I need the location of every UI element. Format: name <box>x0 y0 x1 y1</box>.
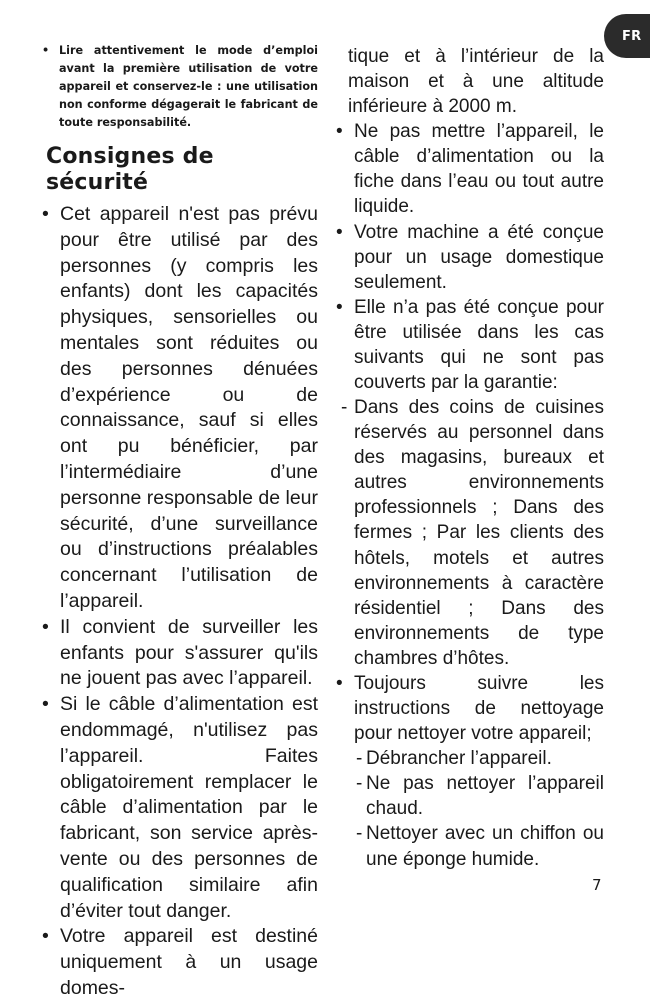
dash-icon: - <box>356 748 363 770</box>
cleaning-step-text: Débrancher l’appareil. <box>366 748 552 770</box>
safety-item-text: Ne pas mettre l’appareil, le câble d’alimentation ou la fiche dans l’eau ou tout autre liquide. <box>354 121 604 218</box>
safety-item-text: Si le câble d’alimentation est endommagé, n'utilisez pas l’appareil. Faites obligatoirement remplacer le câble d’alimentation par le fabricant, son service après-vente ou des personnes de qualification similaire afin d’éviter tout danger. <box>60 693 318 922</box>
safety-item <box>332 295 604 395</box>
safety-item <box>38 692 318 924</box>
safety-item <box>38 924 318 1001</box>
safety-item <box>332 119 604 219</box>
safety-item-text: Votre appareil est destiné uniquement à un usage domes- <box>60 925 318 999</box>
safety-item <box>332 671 604 746</box>
safety-item-text: Toujours suivre les instructions de nettoyage pour nettoyer votre appareil; <box>354 672 604 745</box>
cleaning-step-text: Nettoyer avec un chiffon ou une éponge humide. <box>366 823 604 870</box>
safety-item <box>38 202 318 615</box>
left-body <box>38 202 318 1002</box>
dash-icon: - <box>341 397 348 419</box>
safety-item <box>38 615 318 692</box>
cleaning-step-text: Ne pas nettoyer l’appareil chaud. <box>366 773 604 820</box>
bullet-icon: • <box>336 296 343 318</box>
cleaning-step <box>332 771 604 821</box>
safety-item <box>332 220 604 295</box>
language-tab <box>604 14 650 58</box>
continued-text: tique et à l’intérieur de la maison et à une altitude inférieure à 2000 m. <box>348 46 604 118</box>
bullet-icon: • <box>42 693 49 716</box>
cleaning-step <box>332 821 604 871</box>
cleaning-step <box>332 746 604 771</box>
bullet-icon: • <box>336 221 343 243</box>
intro-text: Lire attentivement le mode d’emploi avant la première utilisation de votre appareil et conservez-le : une utilisation non conforme dégagerait le fabricant de toute responsabilité. <box>59 44 318 129</box>
page-number: 7 <box>592 876 602 894</box>
bullet-icon: • <box>42 925 49 948</box>
safety-item-text: Elle n’a pas été conçue pour être utilisée dans les cas suivants qui ne sont pas couverts par la garantie: <box>354 296 604 394</box>
bullet-icon: • <box>336 121 343 143</box>
section-title: Consignes de sécurité <box>46 144 214 195</box>
right-body <box>332 44 604 872</box>
bullet-icon: • <box>42 615 49 638</box>
dash-icon: - <box>356 773 363 795</box>
bullet-icon: • <box>42 44 50 57</box>
dash-icon: - <box>356 823 363 845</box>
exception-item <box>332 395 604 671</box>
bullet-icon: • <box>336 672 343 694</box>
exception-item-text: Dans des coins de cuisines réservés au personnel dans des magasins, bureaux et autres environnements professionnels ; Dans des fermes ; Par les clients des hôtels, motels et autres environnements à caractère résidentiel ; Dans des environnements de type chambres d’hôtes. <box>354 397 604 669</box>
safety-item-text: Votre machine a été conçue pour un usage domestique seulement. <box>354 221 604 293</box>
left-column <box>38 38 318 1002</box>
safety-item-text: Il convient de surveiller les enfants pour s'assurer qu'ils ne jouent pas avec l’appareil. <box>60 615 318 690</box>
right-column <box>332 44 604 872</box>
bullet-icon: • <box>42 203 49 225</box>
intro-paragraph <box>38 42 318 132</box>
language-label: FR <box>622 28 642 44</box>
safety-item-text: Cet appareil n'est pas prévu pour être utilisé par des personnes (y compris les enfants) dont les capacités physiques, sensorielles ou mentales sont réduites ou des personnes dénuées d’expérience ou de connaissance, sauf si elles ont pu bénéficier, par l’intermédiaire d’une personne responsable de leur sécurité, d’une surveillance ou d’instructions préalables concernant l’utilisation de l’appareil. <box>60 203 319 612</box>
